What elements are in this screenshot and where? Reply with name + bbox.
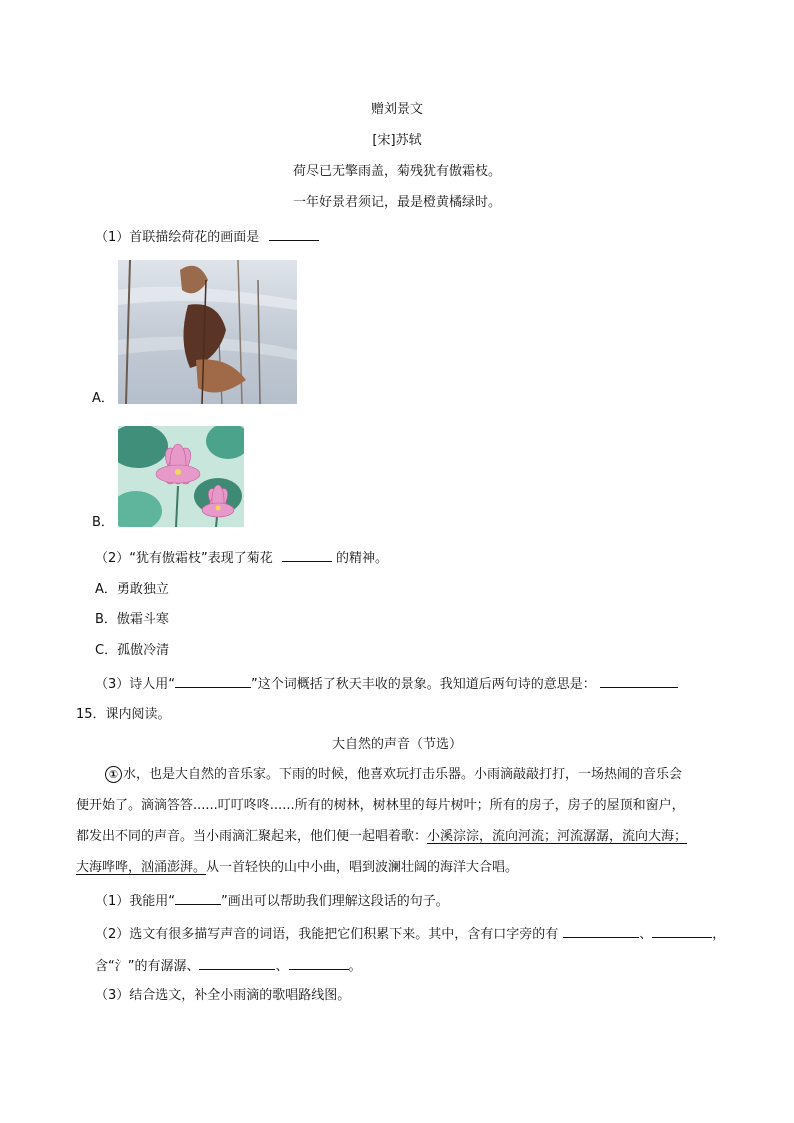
separator: 。 <box>348 959 362 974</box>
passage-title: 大自然的声音（节选） <box>331 737 462 752</box>
option-b-label: B． <box>92 515 114 530</box>
sub-question-1 <box>95 892 449 911</box>
passage-text: 都发出不同的声音。当小雨滴汇聚起来，他们便一起唱着歌： <box>76 829 428 844</box>
option-b[interactable]: B．傲霜斗寒 <box>95 612 169 627</box>
question-1 <box>95 228 319 247</box>
question-2-stem-end: 的精神。 <box>336 551 389 566</box>
answer-blank[interactable] <box>563 925 639 938</box>
question-2-stem: （2）“犹有傲霜枝”表现了菊花 <box>95 551 273 566</box>
option-a[interactable]: A．勇敢独立 <box>95 582 169 597</box>
answer-blank[interactable] <box>269 228 319 241</box>
separator: ， <box>712 927 726 942</box>
withered-lotus-image[interactable] <box>118 260 297 404</box>
sub-question-2-stem: （2）选文有很多描写声音的词语，我能把它们积累下来。其中，含有口字旁的有 <box>95 927 559 942</box>
question-3 <box>95 675 678 694</box>
sub-question-2-line-2 <box>95 957 362 976</box>
question-3-stem-end: ”这个词概括了秋天丰收的景象。我知道后两句诗的意思是： <box>251 677 596 692</box>
answer-blank[interactable] <box>600 675 678 688</box>
question-15-heading: 15．课内阅读。 <box>76 707 171 722</box>
sub-question-1-stem: （1）我能用“ <box>95 894 176 909</box>
passage-line-2: 便开始了。滴滴答答......叮叮咚咚......所有的树林，树林里的每片树叶；所有的房子，房子的屋顶和窗户， <box>76 798 685 813</box>
passage-line-3 <box>76 828 687 846</box>
answer-blank[interactable] <box>289 957 349 970</box>
sub-question-1-stem-end: ”画出可以帮助我们理解这段话的句子。 <box>221 894 449 909</box>
passage-text: 水，也是大自然的音乐家。下雨的时候，他喜欢玩打击乐器。小雨滴敲敲打打，一场热闹的音乐会 <box>123 767 683 782</box>
poem-line-1: 荷尽已无擎雨盖，菊残犹有傲霜枝。 <box>292 164 501 179</box>
separator: 、 <box>275 959 289 974</box>
answer-blank[interactable] <box>652 925 712 938</box>
option-c[interactable]: C．孤傲冷清 <box>95 643 170 658</box>
passage-line-4 <box>76 859 518 877</box>
paragraph-number: ① <box>105 766 122 783</box>
sub-question-3: （3）结合选文，补全小雨滴的歌唱路线图。 <box>95 988 351 1003</box>
underlined-sentence: 小溪淙淙，流向河流；河流潺潺，流向大海； <box>427 829 688 844</box>
option-a-label: A． <box>92 391 114 406</box>
sub-question-2-stem: 含“氵”的有潺潺、 <box>95 959 200 974</box>
question-1-stem: （1）首联描绘荷花的画面是 <box>95 230 260 245</box>
answer-blank[interactable] <box>175 675 251 688</box>
passage-text: 从一首轻快的山中小曲，唱到波澜壮阔的海洋大合唱。 <box>206 860 519 875</box>
underlined-sentence: 大海哗哗，汹涌澎湃。 <box>76 860 207 875</box>
poem-title: 赠刘景文 <box>370 102 423 117</box>
answer-blank[interactable] <box>199 957 275 970</box>
lotus-flower-painting[interactable] <box>118 426 244 527</box>
question-3-stem: （3）诗人用“ <box>95 677 176 692</box>
sub-question-2-line-1 <box>95 925 725 944</box>
passage-line-1 <box>105 766 682 784</box>
poem-line-2: 一年好景君须记，最是橙黄橘绿时。 <box>292 195 501 210</box>
question-2 <box>95 549 388 568</box>
answer-blank[interactable] <box>282 549 332 562</box>
answer-blank[interactable] <box>175 892 221 905</box>
poem-author: [宋]苏轼 <box>372 133 422 148</box>
separator: 、 <box>639 927 653 942</box>
